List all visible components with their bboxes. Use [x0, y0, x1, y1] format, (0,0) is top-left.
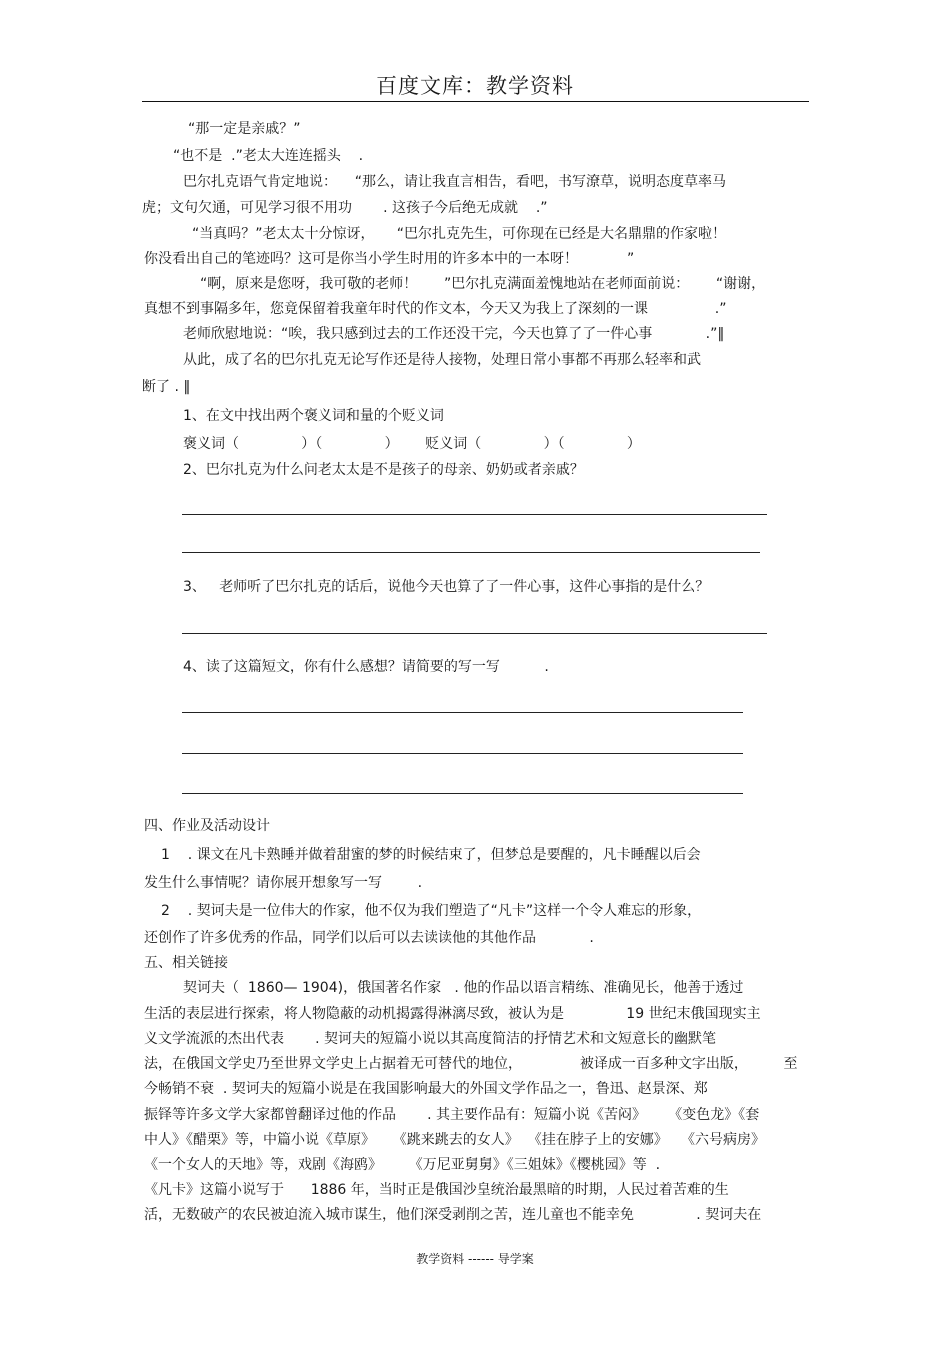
- story-line: “啊，原来是您呀，我可敬的老师！ ”巴尔扎克满面羞愧地站在老师面前说： “谢谢，: [200, 276, 766, 292]
- section-5-line: 中人》《醋栗》等，中篇小说《草原》 《跳来跳去的女人》 《挂在脖子上的安娜》 《六号病房》: [144, 1132, 766, 1148]
- section-5-line: 法，在俄国文学史乃至世界文学史上占据着无可替代的地位， 被译成一百多种文字出版， 至: [144, 1056, 798, 1072]
- question-1-blanks: 褒义词（ ）（ ） 贬义词（ ）（ ）: [183, 436, 641, 452]
- answer-line: [182, 753, 743, 754]
- question-4: 4、读了这篇短文，你有什么感想？请简要的写一写 .: [183, 659, 549, 675]
- story-line: 从此，成了名的巴尔扎克无论写作还是待人接物，处理日常小事都不再那么轻率和武: [183, 352, 701, 368]
- section-4-title: 四、作业及活动设计: [144, 818, 270, 834]
- question-2: 2、巴尔扎克为什么问老太太是不是孩子的母亲、奶奶或者亲戚？: [183, 462, 584, 478]
- story-line: “那一定是亲戚？”: [188, 121, 301, 137]
- page-header-title: 百度文库：教学资料: [376, 74, 574, 98]
- section-5-line: 契诃夫（ 1860— 1904)，俄国著名作家 . 他的作品以语言精练、准确见长，他善于透过: [183, 980, 744, 996]
- story-line: 你没看出自己的笔迹吗？这可是你当小学生时用的许多本中的一本呀！ ”: [144, 251, 635, 267]
- question-3: 3、 老师听了巴尔扎克的话后，说他今天也算了了一件心事，这件心事指的是什么？: [183, 579, 710, 595]
- story-line: “也不是 .”老太大连连摇头 .: [173, 148, 364, 164]
- answer-line: [182, 712, 743, 713]
- story-line: 断了 . ‖: [142, 379, 191, 395]
- story-line: 虎；文句欠通，可见学习很不用功 . 这孩子今后绝无成就 .”: [142, 200, 548, 216]
- question-1: 1、在文中找出两个褒义词和量的个贬义词: [183, 408, 444, 424]
- section-5-title: 五、相关链接: [144, 955, 228, 971]
- answer-line: [182, 633, 767, 634]
- section-5-line: 生活的表层进行探索，将人物隐蔽的动机揭露得淋漓尽致，被认为是 19 世纪末俄国现实主: [144, 1006, 761, 1022]
- section-5-line: 振铎等许多文学大家都曾翻译过他的作品 . 其主要作品有：短篇小说《苦闷》 《变色龙》《套: [144, 1107, 760, 1123]
- section-5-line: 活，无数破产的农民被迫流入城市谋生，他们深受剥削之苦，连儿童也不能幸免 . 契诃夫在: [144, 1207, 762, 1223]
- header-divider: [142, 101, 809, 102]
- section-5-line: 《凡卡》这篇小说写于 1886 年，当时正是俄国沙皇统治最黑暗的时期，人民过着苦难的生: [144, 1182, 729, 1198]
- section-5-line: 今畅销不衰 . 契诃夫的短篇小说是在我国影响最大的外国文学作品之一，鲁迅、赵景深、郑: [144, 1081, 708, 1097]
- section-4-line: 发生什么事情呢？请你展开想象写一写 .: [144, 875, 423, 891]
- answer-line: [182, 552, 760, 553]
- section-5-line: 义文学流派的杰出代表 . 契诃夫的短篇小说以其高度简洁的抒情艺术和文短意长的幽默笔: [144, 1031, 717, 1047]
- story-line: 巴尔扎克语气肯定地说： “那么，请让我直言相告，看吧，书写潦草，说明态度草率马: [183, 174, 727, 190]
- page-footer: 教学资料 ------ 导学案: [416, 1252, 534, 1266]
- answer-line: [182, 793, 743, 794]
- answer-line: [182, 514, 767, 515]
- section-4-line: 1 . 课文在凡卡熟睡并做着甜蜜的梦的时候结束了，但梦总是要醒的，凡卡睡醒以后会: [161, 847, 701, 863]
- story-line: “当真吗？”老太太十分惊讶， “巴尔扎克先生，可你现在已经是大名鼎鼎的作家啦！: [192, 226, 727, 242]
- section-5-line: 《一个女人的天地》等，戏剧《海鸥》 《万尼亚舅舅》《三姐妹》《樱桃园》等 .: [144, 1157, 661, 1173]
- story-line: 真想不到事隔多年，您竟保留着我童年时代的作文本，今天又为我上了深刻的一课 .”: [144, 301, 727, 317]
- section-4-line: 还创作了许多优秀的作品，同学们以后可以去读读他的其他作品 .: [144, 930, 594, 946]
- story-line: 老师欣慰地说：“唉，我只感到过去的工作还没干完，今天也算了了一件心事 .”‖: [183, 326, 725, 342]
- section-4-line: 2 . 契诃夫是一位伟大的作家，他不仅为我们塑造了“凡卡”这样一个令人难忘的形象，: [161, 903, 702, 919]
